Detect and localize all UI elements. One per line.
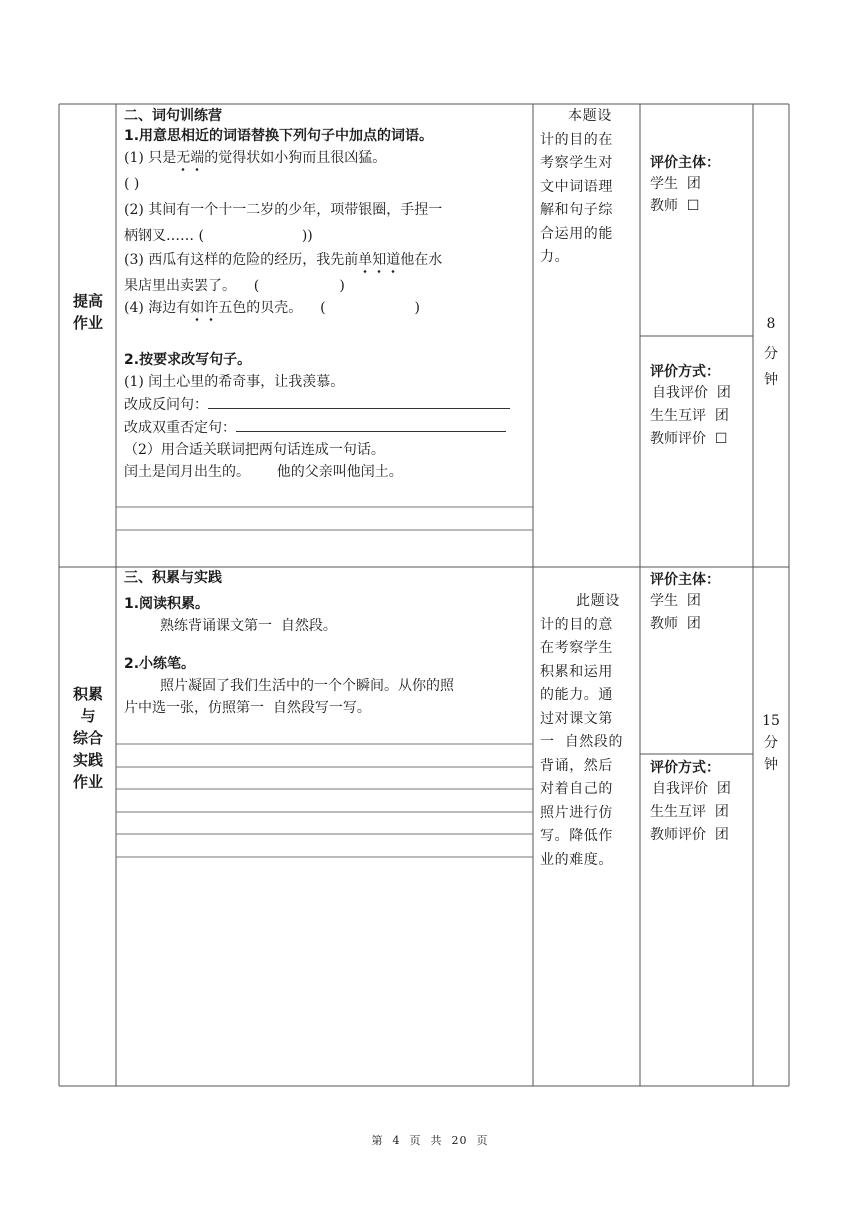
answer-line[interactable] (208, 394, 510, 409)
double-negative-row: 改成双重否定句： (124, 417, 529, 438)
dotted-word: 单知道 (358, 252, 401, 268)
question-title: 2.小练笔。 (124, 656, 196, 672)
answer-blank[interactable]: ) (203, 228, 308, 244)
design-purpose-2: 此题设 计的目的意 在考察学生 积累和运用 的能力。通 过对课文第 一 自然段的 背诵，然后 对着自己的 照片进行仿 写。降低作 业的难度。 (540, 593, 624, 868)
time-allotment-2: 15 分 钟 (762, 713, 780, 773)
category-label-advanced: 提高 作业 (72, 292, 103, 332)
section-heading: 二、词句训练营 (124, 108, 222, 124)
question-title: 1.阅读积累。 (124, 596, 210, 612)
question-text: 照片凝固了我们生活中的一个个瞬间。从你的照 (160, 678, 454, 694)
eval-subject-1: 评价主体： 学生 团 教师 ☐ (650, 155, 720, 214)
time-allotment-1: 8 分 钟 (764, 316, 778, 388)
exercise-content-2 (124, 568, 529, 718)
sentence-4: (4) 海边有如许五色的贝壳。 ( ) (124, 300, 421, 316)
question-title: 2.按要求改写句子。 (124, 352, 252, 368)
eval-subject-2: 评价主体： 学生 团 教师 团 (650, 572, 720, 632)
sentence-3: (3) 西瓜有这样的危险的经历，我先前单知道他在水 (124, 252, 443, 268)
question-text: 片中选一张，仿照第一 自然段写一写。 (124, 700, 371, 716)
conjunction-task: （2）用合适关联词把两句话连成一句话。 (124, 442, 385, 458)
category-label-practice: 积累 与 综合 实践 作业 (72, 685, 103, 791)
sentence-3-cont: 果店里出卖罢了。 ( ) (124, 278, 345, 294)
answer-line[interactable] (236, 417, 506, 432)
sentence-2: (2) 其间有一个十一二岁的少年，项带银圈，手捏一 (124, 202, 443, 218)
question-title: 1.用意思相近的词语替换下列句子中加点的词语。 (124, 128, 434, 144)
eval-method-1: 评价方式： 自我评价 团 生生互评 团 教师评价 ☐ (650, 364, 731, 447)
section-heading: 三、积累与实践 (124, 570, 222, 586)
design-purpose-1: 本题设 计的目的在 考察学生对 文中词语理 解和句子综 合运用的能 力。 (540, 108, 613, 265)
exercise-content-1 (124, 106, 529, 482)
rhetorical-question-row: 改成反问句： (124, 394, 529, 415)
rewrite-sentence: (1) 闰土心里的希奇事，让我羡慕。 (124, 374, 345, 390)
conjunction-sentences: 闰土是闰月出生的。 他的父亲叫他闰土。 (124, 464, 403, 480)
dotted-word: 无端 (176, 150, 205, 166)
eval-method-2: 评价方式： 自我评价 团 生生互评 团 教师评价 团 (650, 760, 731, 843)
sentence-1: (1) 只是无端的觉得状如小狗而且很凶猛。 (124, 150, 387, 166)
answer-blank[interactable]: ( ) (124, 176, 140, 192)
dotted-word: 如许 (190, 300, 219, 316)
sentence-2-cont: 柄钢叉…… ( )) (124, 228, 313, 244)
question-text: 熟练背诵课文第一 自然段。 (160, 618, 337, 634)
page-number: 第 4 页 共 20 页 (371, 1134, 489, 1147)
